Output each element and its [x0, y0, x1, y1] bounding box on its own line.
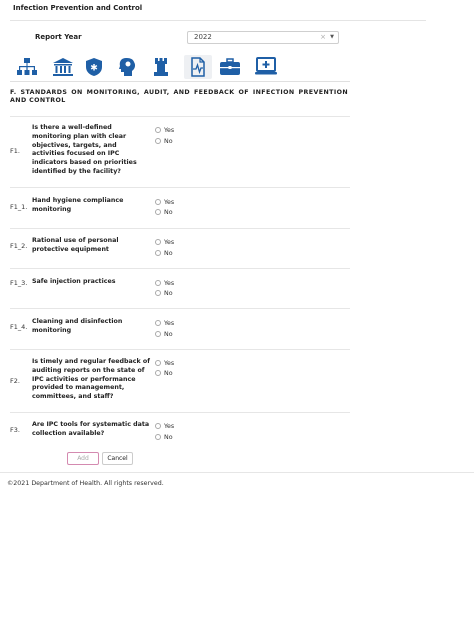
radio-button[interactable] — [155, 290, 161, 296]
radio-button[interactable] — [155, 423, 161, 429]
question-number: F1_4. — [10, 323, 28, 331]
cancel-button[interactable]: Cancel — [102, 452, 133, 465]
divider — [10, 81, 350, 82]
question-text: Rational use of personal protective equipment — [32, 237, 119, 253]
radio-no-label: No — [164, 249, 173, 257]
question-number: F3. — [10, 426, 20, 434]
briefcase-icon[interactable] — [216, 55, 244, 79]
radio-yes[interactable] — [155, 279, 174, 287]
head-brain-icon[interactable] — [114, 55, 142, 79]
radio-no[interactable] — [155, 137, 173, 145]
radio-no-label: No — [164, 208, 173, 216]
footer-copyright: ©2021 Department of Health. All rights reserved. — [7, 480, 164, 487]
monitor-plus-icon[interactable] — [252, 55, 280, 79]
radio-no[interactable] — [155, 289, 173, 297]
medical-shield-icon[interactable] — [80, 55, 108, 79]
radio-no-label: No — [164, 433, 173, 441]
radio-button[interactable] — [155, 209, 161, 215]
radio-yes[interactable] — [155, 238, 174, 246]
radio-no[interactable] — [155, 369, 173, 377]
radio-button[interactable] — [155, 127, 161, 133]
org-chart-icon[interactable] — [13, 55, 41, 79]
question-number: F1_2. — [10, 242, 28, 250]
tower-icon[interactable] — [147, 55, 175, 79]
radio-yes-label: Yes — [164, 359, 175, 367]
radio-yes[interactable] — [155, 126, 174, 134]
report-year-select[interactable] — [187, 31, 339, 44]
radio-yes[interactable] — [155, 422, 174, 430]
divider — [10, 308, 350, 309]
divider — [10, 412, 350, 413]
radio-yes-label: Yes — [164, 279, 175, 287]
question-text: Is there a well-defined monitoring plan with clear objectives, targets, and activities focused on IPC indicators based on priorities identified by the facility? — [32, 124, 137, 175]
category-icon-bar — [11, 55, 349, 79]
svg-text:✱: ✱ — [90, 63, 98, 74]
radio-button[interactable] — [155, 360, 161, 366]
radio-yes-label: Yes — [164, 198, 175, 206]
divider — [10, 349, 350, 350]
radio-yes-label: Yes — [164, 319, 175, 327]
radio-button[interactable] — [155, 320, 161, 326]
divider — [10, 116, 350, 117]
add-button[interactable]: Add — [67, 452, 99, 465]
radio-yes-label: Yes — [164, 126, 175, 134]
divider — [10, 20, 426, 21]
question-text: Are IPC tools for systematic data collection available? — [32, 421, 150, 437]
question-text: Hand hygiene compliance monitoring — [32, 197, 124, 213]
radio-no[interactable] — [155, 208, 173, 216]
radio-no-label: No — [164, 289, 173, 297]
divider — [10, 268, 350, 269]
radio-button[interactable] — [155, 434, 161, 440]
question-text: Is timely and regular feedback of auditing reports on the state of IPC activities or performance provided to management, committees, and staff? — [32, 358, 150, 401]
radio-no[interactable] — [155, 433, 173, 441]
chevron-down-icon[interactable]: ▼ — [330, 34, 334, 40]
radio-no-label: No — [164, 330, 173, 338]
radio-yes-label: Yes — [164, 238, 175, 246]
question-text: Cleaning and disinfection monitoring — [32, 318, 123, 334]
section-title: F. STANDARDS ON MONITORING, AUDIT, AND FEEDBACK OF INFECTION PREVENTION AND CONTROL — [10, 89, 348, 104]
radio-button[interactable] — [155, 370, 161, 376]
report-year-value: 2022 — [194, 33, 212, 41]
question-number: F1. — [10, 147, 20, 155]
radio-yes[interactable] — [155, 319, 174, 327]
radio-button[interactable] — [155, 239, 161, 245]
page-title: Infection Prevention and Control — [13, 4, 143, 12]
radio-button[interactable] — [155, 199, 161, 205]
radio-yes-label: Yes — [164, 422, 175, 430]
radio-no-label: No — [164, 137, 173, 145]
clear-icon[interactable]: × — [320, 33, 326, 41]
radio-button[interactable] — [155, 250, 161, 256]
divider — [10, 187, 350, 188]
radio-no-label: No — [164, 369, 173, 377]
radio-yes[interactable] — [155, 359, 174, 367]
question-number: F1_3. — [10, 279, 28, 287]
radio-button[interactable] — [155, 331, 161, 337]
building-icon[interactable] — [49, 55, 77, 79]
question-text: Safe injection practices — [32, 278, 116, 285]
radio-button[interactable] — [155, 138, 161, 144]
radio-button[interactable] — [155, 280, 161, 286]
divider — [0, 472, 474, 473]
radio-no[interactable] — [155, 330, 173, 338]
radio-yes[interactable] — [155, 198, 174, 206]
divider — [10, 228, 350, 229]
question-number: F2. — [10, 377, 20, 385]
health-document-icon[interactable] — [184, 55, 212, 79]
question-number: F1_1. — [10, 203, 28, 211]
radio-no[interactable] — [155, 249, 173, 257]
report-year-label: Report Year — [35, 33, 82, 41]
